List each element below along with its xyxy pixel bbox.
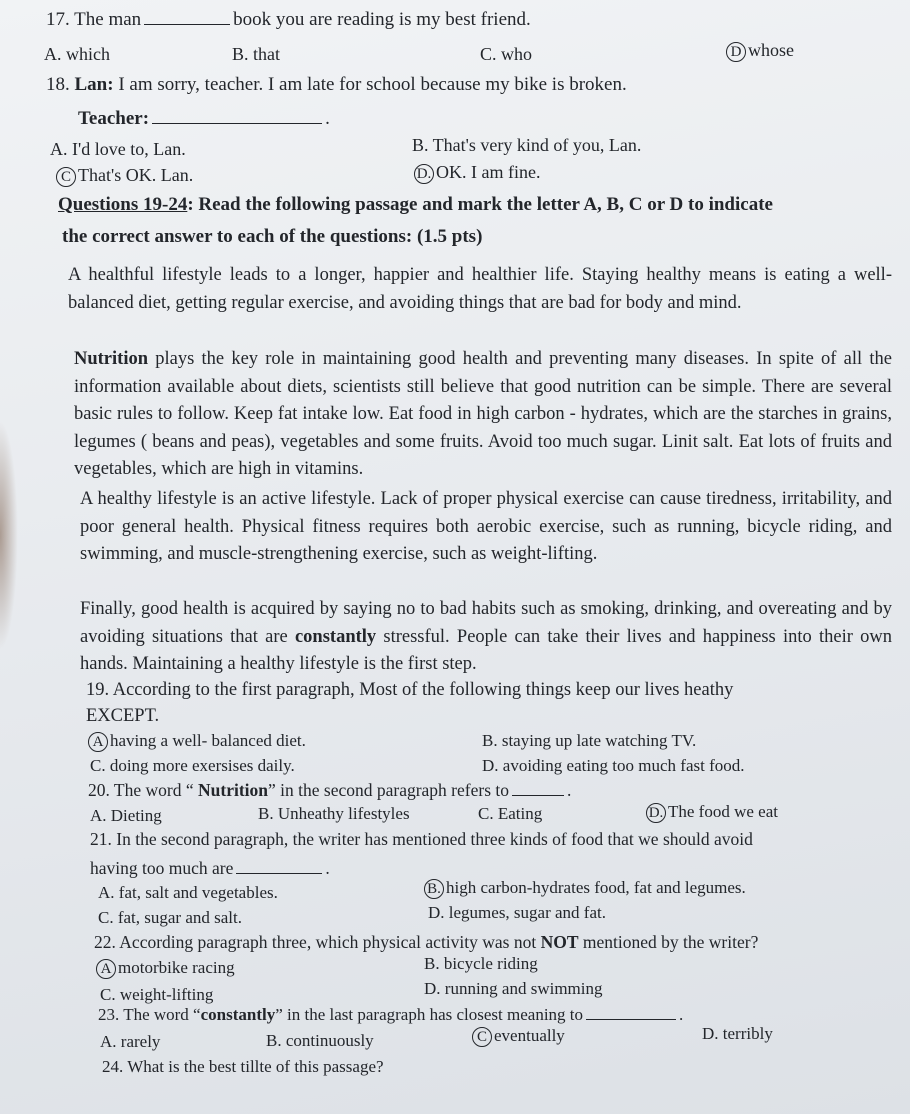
circled-answer-mark: A [88,732,108,752]
q18-option-c: C That's OK. Lan. [56,163,193,187]
q18-option-a: A. I'd love to, Lan. [50,139,186,159]
question-19-stem-2: EXCEPT. [86,706,160,726]
q21-option-b: B. high carbon-hydrates food, fat and legumes. [424,876,746,900]
q17-option-b: B. that [232,44,280,64]
answer-blank [512,781,564,796]
section-instructions: Questions 19-24: Read the following passage and mark the letter A, B, C or D to indicate [58,194,773,215]
question-21-stem-2: having too much are . [90,858,330,878]
question-20-stem: 20. The word “ Nutrition” in the second paragraph refers to . [88,780,572,800]
finger-shadow [0,420,18,650]
q18-option-b: B. That's very kind of you, Lan. [412,135,642,155]
passage-paragraph-1: A healthful lifestyle leads to a longer, happier and healthier life. Staying healthy means is eating a well-balanced diet, getting regular exercise, and avoiding things that are bad for body and mind. [68,265,892,313]
q19-option-a: A having a well- balanced diet. [88,729,306,753]
q22-option-c: C. weight-lifting [100,985,214,1004]
passage-paragraph-4: Finally, good health is acquired by saying no to bad habits such as smoking, drinking, and overeating and by avoiding situations that are constantly stressful. People can take their lives and happiness into their own hands. Maintaining a healthy lifestyle is the first step. [80,599,892,674]
answer-blank [586,1005,676,1020]
q23-option-b: B. continuously [266,1031,374,1050]
q17-option-a: A. which [44,44,110,64]
passage-paragraph-2: Nutrition plays the key role in maintaining good health and preventing many diseases. In spite of all the information available about diets, scientists still believe that good nutrition can be simple. There are several basic rules to follow. Keep fat intake low. Eat food in high carbon - hydrates, which are the starches in grains, legumes ( beans and peas), vegetables and some fruits. Avoid too much sugar. Linit salt. Eat lots of fruits and vegetables, which are high in vitamins. [74,349,892,479]
q17-option-d: D whose [726,38,794,62]
question-23-stem: 23. The word “constantly” in the last paragraph has closest meaning to . [98,1005,684,1024]
question-17-stem: 17. The man book you are reading is my best friend. [46,9,531,30]
question-21-stem: 21. In the second paragraph, the writer has mentioned three kinds of food that we should avoid [90,829,753,849]
circled-answer-mark: D. [646,803,666,823]
q23-option-c: C eventually [472,1024,565,1048]
q19-option-b: B. staying up late watching TV. [482,731,697,750]
question-22-stem: 22. According paragraph three, which physical activity was not NOT mentioned by the writer? [94,932,759,952]
q18-option-d: D. OK. I am fine. [414,160,540,184]
answer-blank [144,10,230,25]
q22-option-b: B. bicycle riding [424,954,538,973]
circled-answer-mark: C [472,1027,492,1047]
q20-option-a: A. Dieting [90,806,162,825]
circled-answer-mark: A [96,959,116,979]
q21-option-c: C. fat, sugar and salt. [98,908,242,927]
question-18-stem: 18. Lan: I am sorry, teacher. I am late for school because my bike is broken. [46,74,627,95]
circled-answer-mark: B. [424,879,444,899]
passage-paragraph-3: A healthy lifestyle is an active lifestyle. Lack of proper physical exercise can cause tiredness, irritability, and poor general health. Physical fitness requires both aerobic exercise, such as running, bicycle riding, and swimming, and muscle-strengthening exercise, such as weight-lifting. [80,489,892,564]
circled-answer-mark: D [726,42,746,62]
question-18-teacher: Teacher: . [78,108,330,129]
question-19-stem: 19. According to the first paragraph, Most of the following things keep our lives heathy [86,680,734,700]
q20-option-b: B. Unheathy lifestyles [258,804,410,823]
q20-option-c: C. Eating [478,804,543,823]
q21-option-a: A. fat, salt and vegetables. [98,883,278,902]
q22-option-a: A motorbike racing [96,956,235,980]
q23-option-d: D. terribly [702,1024,773,1043]
q19-option-d: D. avoiding eating too much fast food. [482,756,745,775]
circled-answer-mark: D. [414,164,434,184]
q23-option-a: A. rarely [100,1032,161,1051]
answer-blank [152,109,322,124]
q20-option-d: D. The food we eat [646,800,778,824]
section-instructions-2: the correct answer to each of the questions: (1.5 pts) [62,226,483,247]
q19-option-c: C. doing more exersises daily. [90,756,295,775]
question-24-stem: 24. What is the best tillte of this passage? [102,1057,384,1076]
q21-option-d: D. legumes, sugar and fat. [428,903,606,922]
circled-answer-mark: C [56,167,76,187]
answer-blank [236,859,322,874]
q22-option-d: D. running and swimming [424,979,603,998]
q17-option-c: C. who [480,44,533,64]
